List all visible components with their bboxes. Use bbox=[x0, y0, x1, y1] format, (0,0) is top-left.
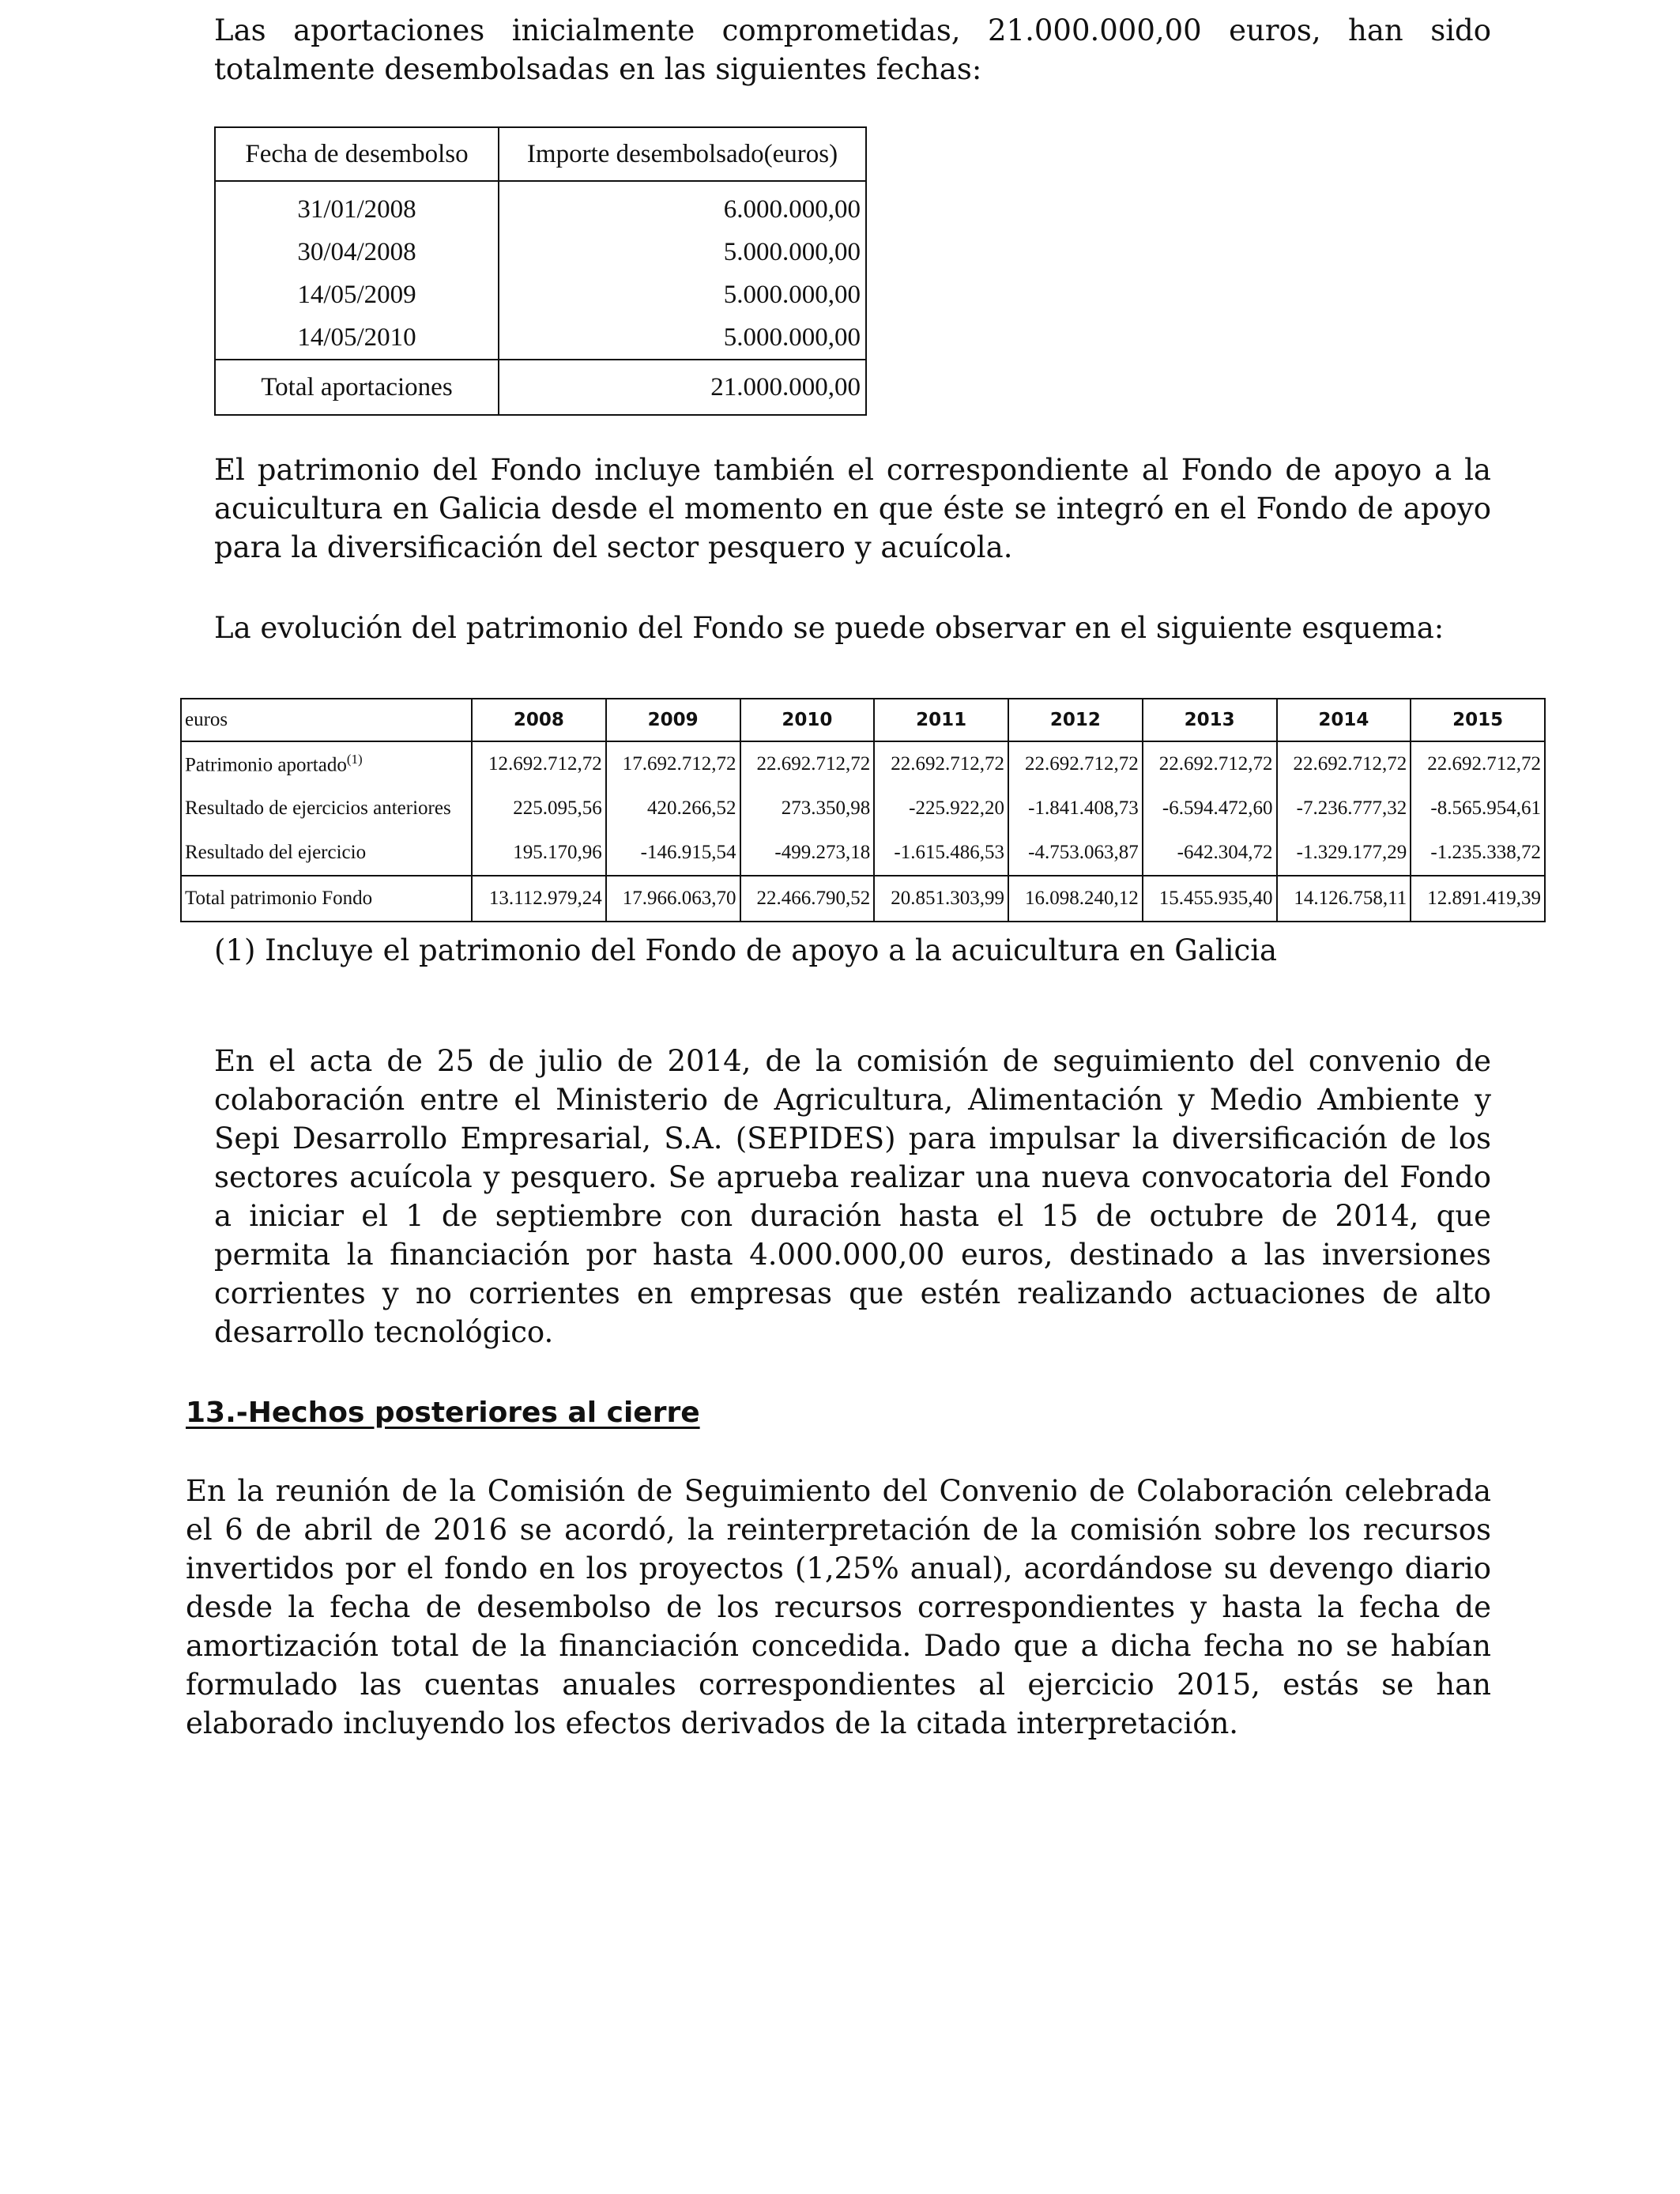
table-cell: -1.615.486,53 bbox=[874, 831, 1008, 876]
row-label: Resultado del ejercicio bbox=[181, 831, 472, 876]
disbursement-amount: 6.000.000,00 bbox=[499, 181, 866, 231]
table-cell: 22.692.712,72 bbox=[874, 741, 1008, 786]
table-cell: 22.692.712,72 bbox=[1277, 741, 1411, 786]
table-cell: 273.350,98 bbox=[740, 786, 875, 831]
table-cell: -499.273,18 bbox=[740, 831, 875, 876]
disbursement-total-row bbox=[215, 360, 866, 415]
table-cell: 12.692.712,72 bbox=[472, 741, 606, 786]
table-cell: -6.594.472,60 bbox=[1143, 786, 1277, 831]
total-amount: 21.000.000,00 bbox=[499, 360, 866, 415]
table-row bbox=[215, 231, 866, 273]
table-cell: 420.266,52 bbox=[606, 786, 740, 831]
year-header: 2015 bbox=[1411, 699, 1545, 741]
year-header: 2009 bbox=[606, 699, 740, 741]
table-cell: -642.304,72 bbox=[1143, 831, 1277, 876]
year-header: 2014 bbox=[1277, 699, 1411, 741]
acta-paragraph: En el acta de 25 de julio de 2014, de la comisión de seguimiento del convenio de colaboración entre el Ministerio de Agricultura, Alimentación y Medio Ambiente y Sepi Desarrollo Empresarial, S.A. (SEPIDES) para impulsar la diversificación de los sectores acuícola y pesquero. Se aprueba realizar una nueva convocatoria del Fondo a iniciar el 1 de septiembre con duración hasta el 15 de octubre de 2014, que permita la financiación por hasta 4.000.000,00 euros, destinado a las inversiones corrientes y no corrientes en empresas que estén realizando actuaciones de alto desarrollo tecnológico. bbox=[214, 1044, 1491, 1349]
table-cell: -146.915,54 bbox=[606, 831, 740, 876]
table-cell: -7.236.777,32 bbox=[1277, 786, 1411, 831]
table-row bbox=[215, 181, 866, 231]
reunion-paragraph: En la reunión de la Comisión de Seguimiento del Convenio de Colaboración celebrada el 6 de abril de 2016 se acordó, la reinterpretación de la comisión sobre los recursos invertidos por el fondo en los proyectos (1,25% anual), acordándose su devengo diario desde la fecha de desembolso de los recursos correspondientes y hasta la fecha de amortización total de la financiación concedida. Dado que a dicha fecha no se habían formulado las cuentas anuales correspondientes al ejercicio 2015, estás se han elaborado incluyendo los efectos derivados de la citada interpretación. bbox=[186, 1474, 1491, 1740]
evolution-table bbox=[180, 698, 1546, 922]
disbursement-date: 31/01/2008 bbox=[215, 181, 499, 231]
table-cell: 225.095,56 bbox=[472, 786, 606, 831]
table-cell: 22.692.712,72 bbox=[740, 741, 875, 786]
year-header: 2008 bbox=[472, 699, 606, 741]
disbursement-amount: 5.000.000,00 bbox=[499, 231, 866, 273]
evolucion-paragraph: La evolución del patrimonio del Fondo se puede observar en el siguiente esquema: bbox=[214, 611, 1445, 645]
row-label: Resultado de ejercicios anteriores bbox=[181, 786, 472, 831]
table-cell: 20.851.303,99 bbox=[874, 876, 1008, 922]
row-label bbox=[181, 741, 472, 786]
table-row bbox=[215, 316, 866, 360]
table-cell: 17.692.712,72 bbox=[606, 741, 740, 786]
table-cell: 22.692.712,72 bbox=[1411, 741, 1545, 786]
evolution-total-row bbox=[181, 876, 1545, 922]
table-row bbox=[215, 273, 866, 316]
header-amount: Importe desembolsado(euros) bbox=[499, 127, 866, 181]
year-header: 2013 bbox=[1143, 699, 1277, 741]
table-cell: 22.466.790,52 bbox=[740, 876, 875, 922]
evolution-header-row bbox=[181, 699, 1545, 741]
table-cell: 12.891.419,39 bbox=[1411, 876, 1545, 922]
table-cell: 16.098.240,12 bbox=[1008, 876, 1143, 922]
disbursement-amount: 5.000.000,00 bbox=[499, 316, 866, 360]
total-label: Total aportaciones bbox=[215, 360, 499, 415]
disbursement-header-row bbox=[215, 127, 866, 181]
disbursement-date: 14/05/2010 bbox=[215, 316, 499, 360]
table-cell: -225.922,20 bbox=[874, 786, 1008, 831]
header-date: Fecha de desembolso bbox=[215, 127, 499, 181]
year-header: 2011 bbox=[874, 699, 1008, 741]
disbursement-table bbox=[214, 126, 867, 416]
table-cell: -1.329.177,29 bbox=[1277, 831, 1411, 876]
row-label: Total patrimonio Fondo bbox=[181, 876, 472, 922]
footnote-marker: (1) bbox=[346, 752, 363, 767]
year-header: 2010 bbox=[740, 699, 875, 741]
table-cell: 195.170,96 bbox=[472, 831, 606, 876]
table-row bbox=[181, 831, 1545, 876]
patrimonio-paragraph: El patrimonio del Fondo incluye también el correspondiente al Fondo de apoyo a la acuicultura en Galicia desde el momento en que éste se integró en el Fondo de apoyo para la diversificación del sector pesquero y acuícola. bbox=[214, 453, 1491, 564]
table-cell: -4.753.063,87 bbox=[1008, 831, 1143, 876]
disbursement-date: 30/04/2008 bbox=[215, 231, 499, 273]
intro-paragraph: Las aportaciones inicialmente comprometidas, 21.000.000,00 euros, han sido totalmente desembolsadas en las siguientes fechas: bbox=[214, 13, 1491, 86]
table-cell: -1.841.408,73 bbox=[1008, 786, 1143, 831]
table-row bbox=[181, 786, 1545, 831]
table-cell: 22.692.712,72 bbox=[1008, 741, 1143, 786]
unit-label: euros bbox=[181, 699, 472, 741]
disbursement-date: 14/05/2009 bbox=[215, 273, 499, 316]
table-row bbox=[181, 741, 1545, 786]
table-cell: -8.565.954,61 bbox=[1411, 786, 1545, 831]
year-header: 2012 bbox=[1008, 699, 1143, 741]
disbursement-amount: 5.000.000,00 bbox=[499, 273, 866, 316]
row-label-text: Patrimonio aportado bbox=[185, 754, 347, 776]
table-cell: 14.126.758,11 bbox=[1277, 876, 1411, 922]
section-heading: 13.-Hechos posteriores al cierre bbox=[186, 1397, 700, 1429]
table-footnote: (1) Incluye el patrimonio del Fondo de apoyo a la acuicultura en Galicia bbox=[214, 933, 1278, 967]
table-cell: 22.692.712,72 bbox=[1143, 741, 1277, 786]
table-cell: 17.966.063,70 bbox=[606, 876, 740, 922]
table-cell: 13.112.979,24 bbox=[472, 876, 606, 922]
table-cell: -1.235.338,72 bbox=[1411, 831, 1545, 876]
table-cell: 15.455.935,40 bbox=[1143, 876, 1277, 922]
